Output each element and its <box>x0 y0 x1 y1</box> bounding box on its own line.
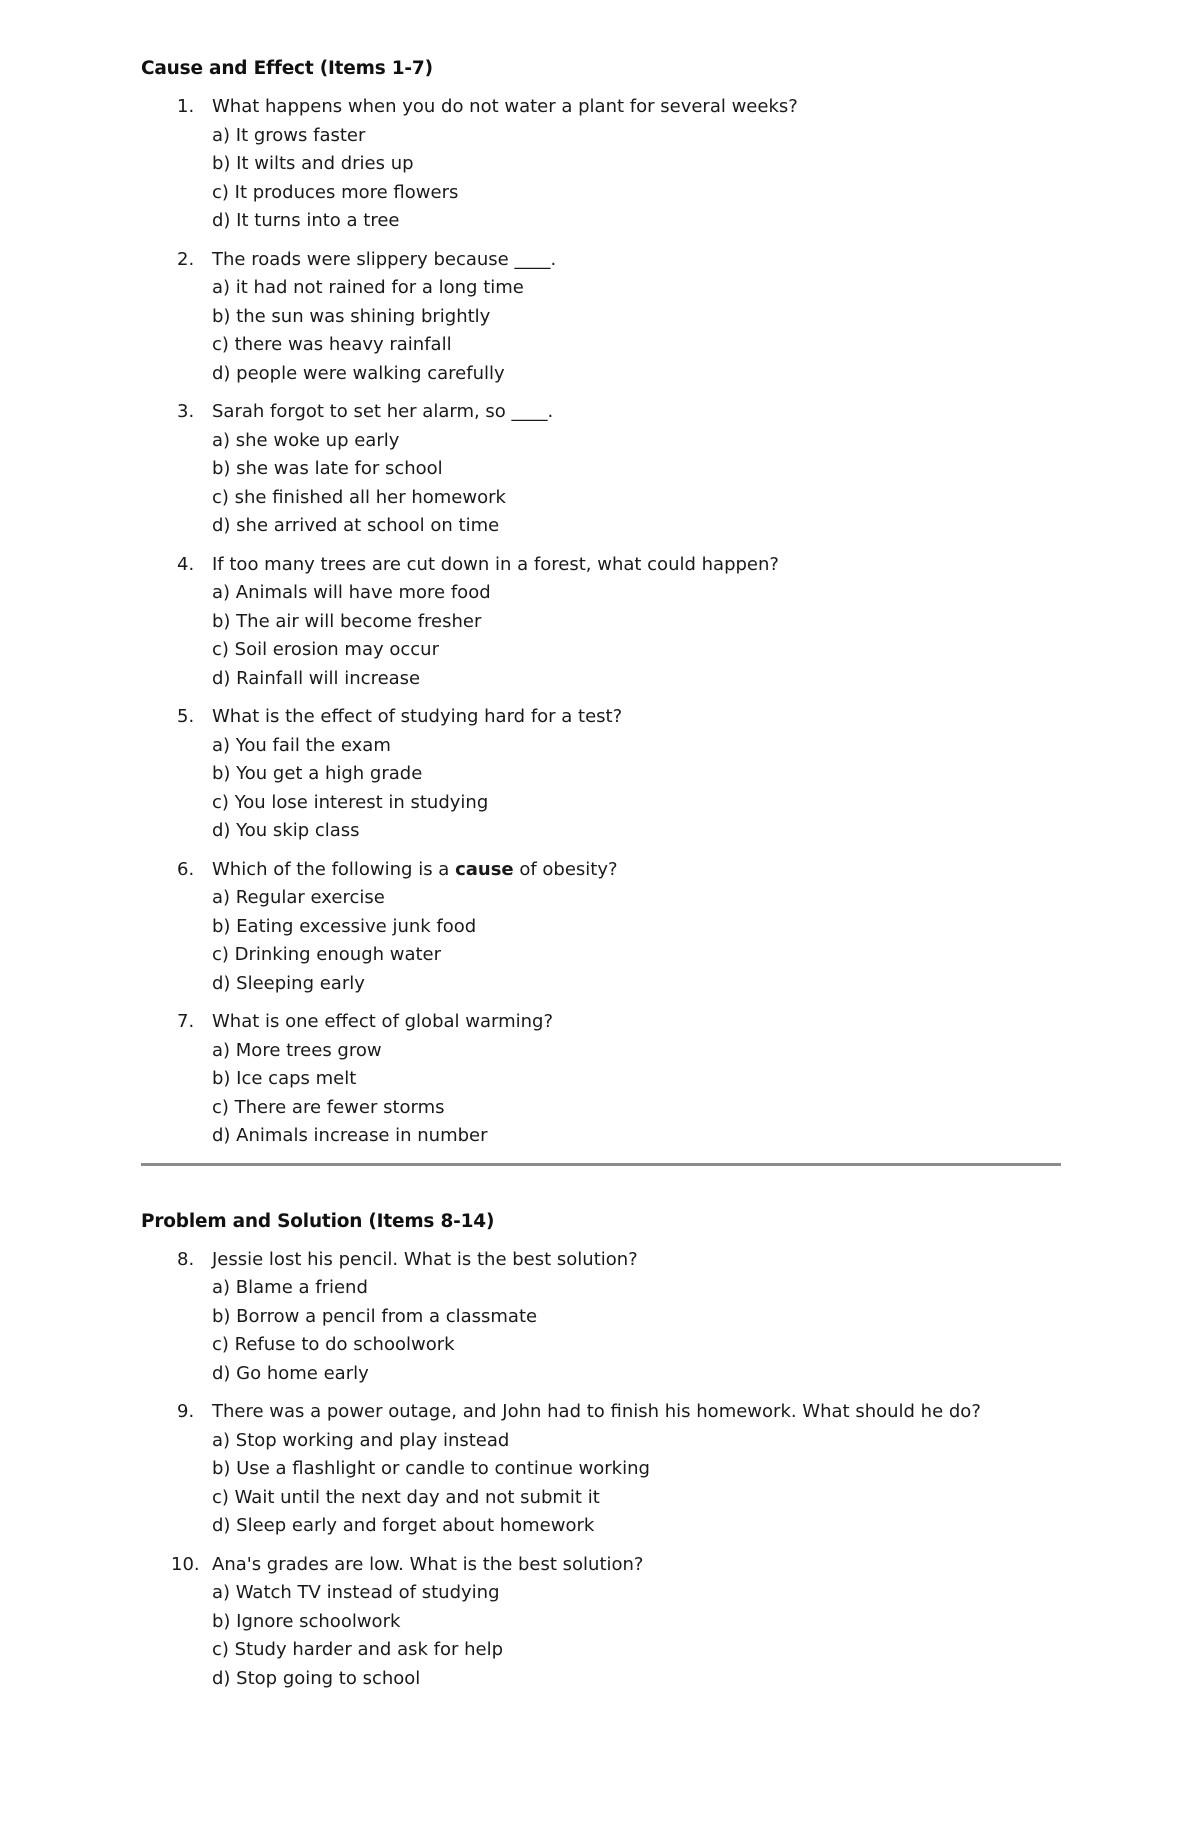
section-title: Cause and Effect (Items 1-7) <box>141 58 433 79</box>
option-b: b) You get a high grade <box>212 763 423 784</box>
option-b: b) Borrow a pencil from a classmate <box>212 1305 538 1327</box>
option-d: d) Stop going to school <box>212 1667 421 1689</box>
option-c: c) Soil erosion may occur <box>212 639 439 660</box>
question-text: What is the effect of studying hard for a test? <box>212 706 623 727</box>
question-number: 6. <box>177 858 195 880</box>
option-c: c) there was heavy rainfall <box>212 334 452 355</box>
question-text-before: Which of the following is a <box>212 858 456 880</box>
option-d: d) Sleeping early <box>212 972 365 994</box>
question-number: 2. <box>177 248 195 270</box>
option-d: d) she arrived at school on time <box>212 515 500 536</box>
question-list <box>141 93 1061 1151</box>
question-number: 10. <box>171 1553 200 1575</box>
option-c: c) It produces more flowers <box>212 181 459 203</box>
question-number: 8. <box>177 1248 195 1270</box>
question-text-after: of obesity? <box>513 858 618 880</box>
option-d: d) people were walking carefully <box>212 362 505 384</box>
option-a: a) Blame a friend <box>212 1277 368 1298</box>
question-1 <box>141 93 1061 236</box>
option-a: a) It grows faster <box>212 124 366 146</box>
question-text: Jessie lost his pencil. What is the best solution? <box>212 1248 638 1270</box>
option-b: b) It wilts and dries up <box>212 153 414 174</box>
option-a: a) Animals will have more food <box>212 582 491 603</box>
section-title: Problem and Solution (Items 8-14) <box>141 1210 495 1232</box>
question-text: The roads were slippery because ____. <box>212 248 557 270</box>
option-c: c) Drinking enough water <box>212 944 442 965</box>
option-d: d) You skip class <box>212 820 360 841</box>
option-a: a) she woke up early <box>212 429 400 451</box>
option-b: b) Use a flashlight or candle to continue working <box>212 1458 650 1479</box>
option-c: c) You lose interest in studying <box>212 791 489 813</box>
option-c: c) Wait until the next day and not submit it <box>212 1486 600 1508</box>
option-b: b) Ice caps melt <box>212 1068 357 1089</box>
question-text: Sarah forgot to set her alarm, so ____. <box>212 401 554 422</box>
option-b: b) she was late for school <box>212 458 443 479</box>
option-d: d) Go home early <box>212 1362 369 1384</box>
option-c: c) Refuse to do schoolwork <box>212 1334 455 1355</box>
option-b: b) The air will become fresher <box>212 610 482 632</box>
worksheet-page <box>141 58 1061 1693</box>
question-number: 1. <box>177 96 195 117</box>
question-6 <box>141 856 1061 999</box>
option-d: d) Animals increase in number <box>212 1125 488 1146</box>
question-text: If too many trees are cut down in a forest, what could happen? <box>212 553 779 575</box>
question-text-emphasis: cause <box>455 858 514 880</box>
option-a: a) Regular exercise <box>212 887 385 908</box>
question-2 <box>141 246 1061 389</box>
question-5 <box>141 703 1061 846</box>
question-7 <box>141 1008 1061 1151</box>
option-d: d) Sleep early and forget about homework <box>212 1515 595 1536</box>
question-number: 3. <box>177 401 195 422</box>
question-9 <box>141 1398 1061 1541</box>
option-d: d) Rainfall will increase <box>212 667 421 689</box>
option-b: b) Ignore schoolwork <box>212 1610 401 1632</box>
option-b: b) the sun was shining brightly <box>212 305 491 327</box>
option-c: c) she finished all her homework <box>212 486 506 508</box>
question-list <box>141 1246 1061 1694</box>
question-number: 9. <box>177 1401 195 1422</box>
section-cause-and-effect <box>141 58 1061 1151</box>
question-number: 5. <box>177 706 195 727</box>
question-3 <box>141 398 1061 541</box>
question-10 <box>141 1551 1061 1694</box>
option-a: a) Stop working and play instead <box>212 1429 510 1451</box>
question-text: What happens when you do not water a plant for several weeks? <box>212 96 798 117</box>
option-a: a) it had not rained for a long time <box>212 277 524 298</box>
question-text <box>212 856 1061 885</box>
question-number: 4. <box>177 553 195 575</box>
question-text: Ana's grades are low. What is the best solution? <box>212 1553 644 1575</box>
section-problem-and-solution <box>141 1211 1061 1694</box>
option-c: c) Study harder and ask for help <box>212 1639 503 1660</box>
question-text: There was a power outage, and John had to finish his homework. What should he do? <box>212 1401 981 1422</box>
option-a: a) You fail the exam <box>212 734 391 756</box>
question-number: 7. <box>177 1011 195 1032</box>
question-text: What is one effect of global warming? <box>212 1011 554 1032</box>
option-a: a) More trees grow <box>212 1039 382 1061</box>
option-b: b) Eating excessive junk food <box>212 915 477 937</box>
option-d: d) It turns into a tree <box>212 210 400 231</box>
option-a: a) Watch TV instead of studying <box>212 1582 500 1603</box>
question-8 <box>141 1246 1061 1389</box>
question-4 <box>141 551 1061 694</box>
option-c: c) There are fewer storms <box>212 1096 445 1118</box>
